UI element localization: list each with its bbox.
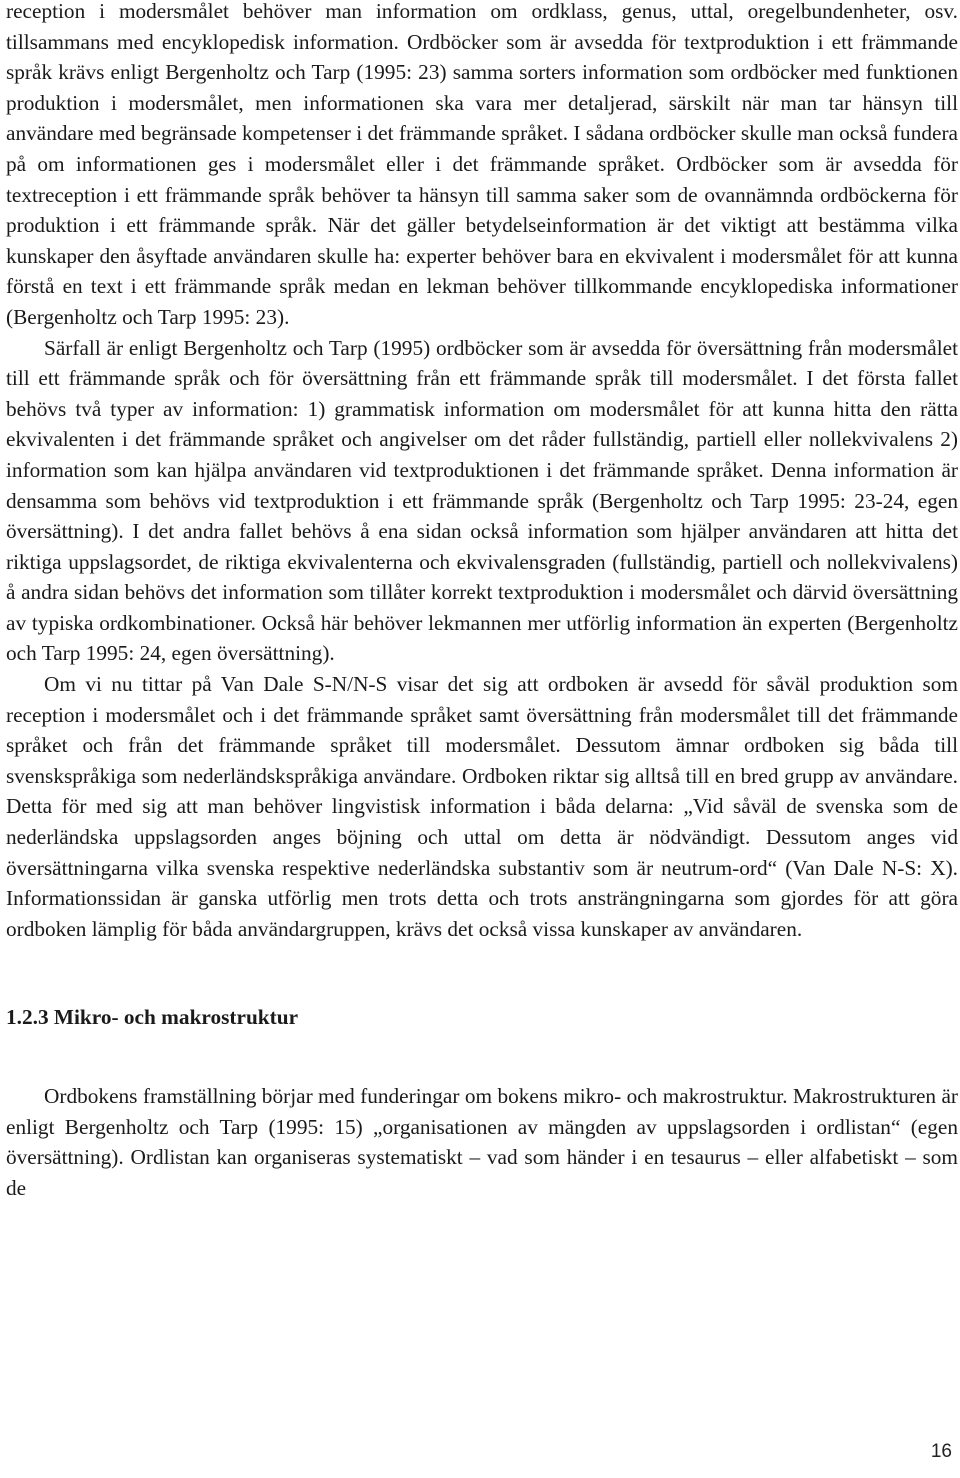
body-paragraph-3: Om vi nu tittar på Van Dale S-N/N-S visar det sig att ordboken är avsedd för såväl produktion som reception i modersmålet och i det främmande språket samt översättning från modersmålet till det främmande språket och från det främmande språket till modersmålet. Dessutom ämnar ordboken sig båda till svenskspråkiga som nederländskspråkiga användare. Ordboken riktar sig alltså till en bred grupp av användare. Detta för med sig att man behöver lingvistisk information i båda delarna: „Vid såväl de svenska som de nederländska uppslagsorden anges böjning och uttal om detta är nödvändigt. Dessutom anges vid översättningarna vilka svenska respektive nederländska substantiv som är neutrum-ord“ (Van Dale N-S: X). Informationssidan är ganska utförlig men trots detta och trots ansträngningarna som gjordes för att göra ordboken lämplig för båda användargruppen, krävs det också vissa kunskaper av användaren. [6,672,958,941]
body-paragraph-4: Ordbokens framställning börjar med funderingar om bokens mikro- och makrostruktur. Makrostrukturen är enligt Bergenholtz och Tarp (1995: 15) „organisationen av mängden av uppslagsorden i ordlistan“ (egen översättning). Ordlistan kan organiseras systematiskt – vad som händer i en tesaurus – eller alfabetiskt – som de [6,1084,958,1200]
document-page [6,0,958,1203]
page-number: 16 [930,1441,952,1462]
body-paragraph-2: Särfall är enligt Bergenholtz och Tarp (1995) ordböcker som är avsedda för översättning från modersmålet till ett främmande språk och för översättning från ett främmande språk till modersmålet. I det första fallet behövs två typer av information: 1) grammatisk information om modersmålet för att kunna hitta den rätta ekvivalenten i det främmande språket och angivelser om det råder fullständig, partiell eller nollekvivalens 2) information som kan hjälpa användaren vid textproduktionen i det främmande språket. Denna information är densamma som behövs vid textproduktion i ett främmande språk (Bergenholtz och Tarp 1995: 23-24, egen översättning). I det andra fallet behövs å ena sidan också information som hjälper användaren att hitta det riktiga uppslagsordet, de riktiga ekvivalenterna och ekvivalensgraden (fullständig, partiell och nollekvivalens) å andra sidan behövs det information som tillåter korrekt textproduktion i modersmålet och därvid översättning av typiska ordkombinationer. Också här behöver lekmannen mer utförlig information än experten (Bergenholtz och Tarp 1995: 24, egen översättning). [6,335,958,666]
section-heading: 1.2.3 Mikro- och makrostruktur [6,1005,299,1030]
body-paragraph-1: reception i modersmålet behöver man information om ordklass, genus, uttal, oregelbundenheter, osv. tillsammans med encyklopedisk information. Ordböcker som är avsedda för textproduktion i ett främmande språk krävs enligt Bergenholtz och Tarp (1995: 23) samma sorters information som ordböcker med funktionen produktion i modersmålet, men informationen ska vara mer detaljerad, särskilt när man tar hänsyn till användare med begränsade kompetenser i det främmande språket. I sådana ordböcker skulle man också fundera på om informationen ges i modersmålet eller i det främmande språket. Ordböcker som är avsedda för textreception i ett främmande språk behöver ta hänsyn till samma saker som de ovannämnda ordböckerna för produktion i ett främmande språk. När det gäller betydelseinformation är det viktigt att bestämma vilka kunskaper den åsyftade användaren skulle ha: experter behöver bara en ekvivalent i modersmålet för att kunna förstå en text i ett främmande språk medan en lekman behöver tillkommande encyklopediska informationer (Bergenholtz och Tarp 1995: 23). [6,0,958,329]
